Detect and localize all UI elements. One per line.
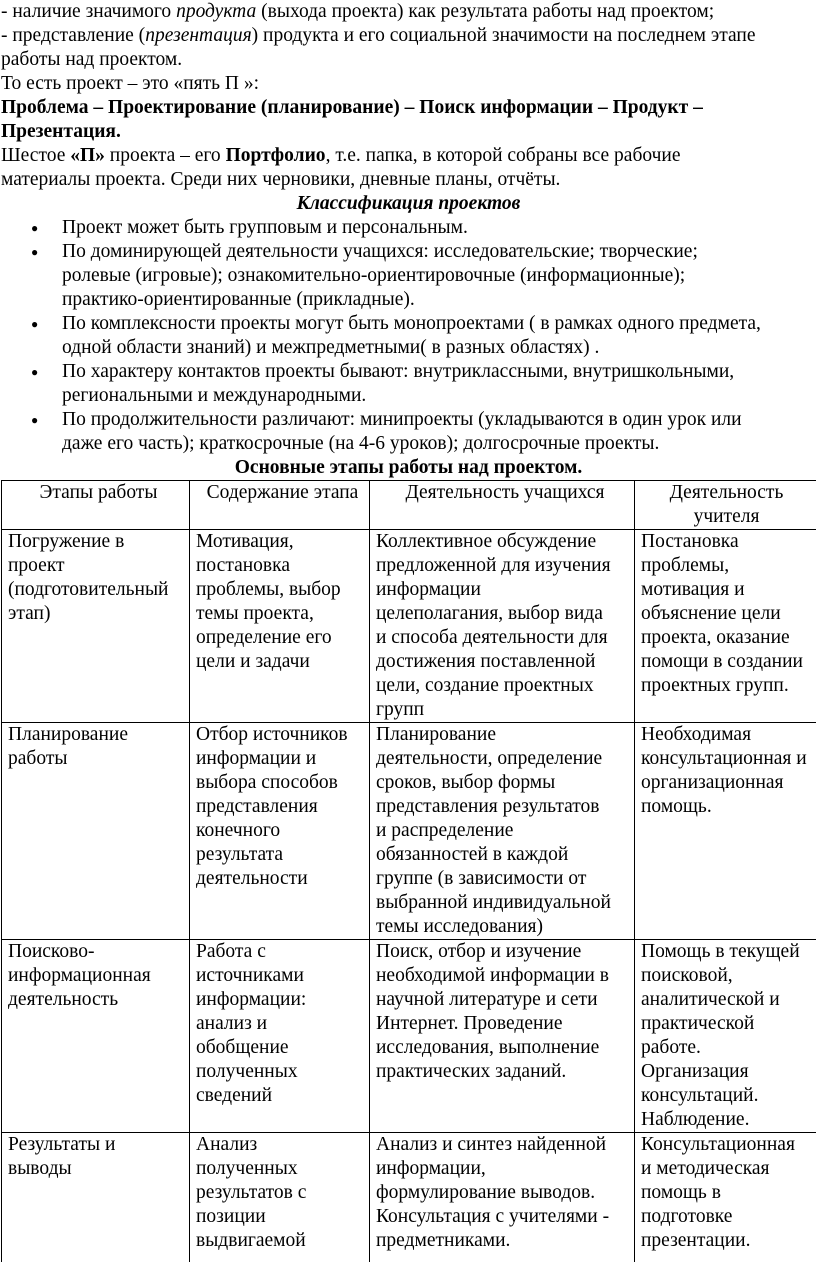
list-item-line: даже его часть); краткосрочные (на 4-6 уроков); долгосрочные проекты. — [62, 433, 660, 454]
line-five-p: То есть проект – это «пять П »: — [1, 73, 260, 94]
text-fragment: (выхода проекта) как результата работы над проектом; — [256, 1, 715, 22]
list-item-line: практико-ориентированные (прикладные). — [62, 289, 415, 310]
text-fragment: проекта – его — [104, 145, 226, 166]
cell-text: Планирование деятельности, определение сроков, выбор формы представления результатов и распределение обязанностей в каждой группе (в зависимости от выбранной индивидуальной темы исследования) — [376, 724, 611, 937]
table-cell — [635, 530, 816, 723]
text-fragment: - наличие значимого — [1, 1, 177, 22]
italic-term-presentation: презентация — [145, 25, 252, 46]
table-cell — [2, 940, 190, 1133]
text-fragment: ) продукта и его социальной значимости на последнем этапе — [251, 25, 756, 46]
list-item — [0, 312, 816, 360]
cell-text: Коллективное обсуждение предложенной для изучения информации целеполагания, выбор вида и способа деятельности для достижения поставленной цели, создание проектных групп — [376, 531, 611, 720]
five-p-list: Проблема – Проектирование (планирование) – Поиск информации – Продукт – — [1, 97, 703, 118]
cell-text: Результаты и выводы — [8, 1134, 116, 1179]
cell-text: Поиск, отбор и изучение необходимой информации в научной литературе и сети Интернет. Проведение исследования, выполнение практических заданий. — [376, 941, 609, 1082]
cell-text: Планирование работы — [8, 724, 128, 769]
header-label: Деятельность учащихся — [405, 482, 605, 503]
table-row — [2, 1133, 816, 1262]
header-cell-teacher — [635, 481, 816, 530]
cell-text: Поисково- информационная деятельность — [8, 941, 151, 1010]
italic-term-product: продукта — [176, 1, 257, 22]
header-label: Содержание этапа — [206, 482, 359, 503]
table-cell — [190, 723, 370, 940]
table-cell — [635, 940, 816, 1133]
table-cell — [190, 1133, 370, 1262]
list-item — [0, 360, 816, 408]
cell-text: Помощь в текущей поисковой, аналитической и практической работе. Организация консультаций. Наблюдение. — [641, 941, 800, 1130]
header-cell-stages — [2, 481, 190, 530]
list-item — [0, 216, 816, 240]
cell-text: Погружение в проект (подготовительный этап) — [8, 531, 169, 624]
cell-text: Работа с источниками информации: анализ и обобщение полученных сведений — [196, 941, 307, 1106]
classification-list — [0, 216, 816, 456]
cell-text: Мотивация, постановка проблемы, выбор темы проекта, определение его цели и задачи — [196, 531, 341, 672]
table-row — [2, 530, 816, 723]
header-label: Этапы работы — [39, 482, 158, 503]
table-cell — [2, 723, 190, 940]
table-row — [2, 723, 816, 940]
text-fragment: - представление ( — [1, 25, 146, 46]
table-cell — [190, 940, 370, 1133]
list-item-line: ролевые (игровые); ознакомительно-ориентировочные (информационные); — [62, 265, 686, 286]
line-presentation — [0, 24, 816, 48]
list-item-line: По доминирующей деятельности учащихся: исследовательские; творческие; — [62, 241, 698, 262]
cell-text: Отбор источников информации и выбора способов представления конечного результата деятельности — [196, 724, 348, 889]
line-portfolio — [0, 144, 816, 168]
header-label: Деятельность учителя — [669, 482, 784, 527]
header-cell-students — [370, 481, 635, 530]
table-cell — [2, 1133, 190, 1262]
list-item — [0, 240, 816, 312]
bullet-icon: ● — [31, 245, 39, 259]
text-fragment: Шестое — [1, 145, 71, 166]
cell-text: Консультационная и методическая помощь в подготовке презентации. — [641, 1134, 795, 1251]
bold-term-p: «П» — [70, 145, 105, 166]
list-item-line: По продолжительности различают: минипроекты (укладываются в один урок или — [62, 409, 742, 430]
list-item-line: региональными и международными. — [62, 385, 367, 406]
cell-text: Необходимая консультационная и организационная помощь. — [641, 724, 807, 817]
table-cell — [635, 723, 816, 940]
list-item — [0, 408, 816, 456]
table-cell — [370, 940, 635, 1133]
bold-term-portfolio: Портфолио — [225, 145, 326, 166]
table-cell — [370, 530, 635, 723]
list-item-line: По характеру контактов проекты бывают: внутриклассными, внутришкольными, — [62, 361, 735, 382]
bullet-icon: ● — [31, 365, 39, 379]
line-product — [0, 0, 816, 24]
cell-text: Анализ полученных результатов с позиции выдвигаемой — [196, 1134, 307, 1251]
text-fragment: , т.е. папка, в которой собраны все рабочие — [325, 145, 681, 166]
list-item-line: По комплексности проекты могут быть монопроектами ( в рамках одного предмета, — [62, 313, 761, 334]
bullet-icon: ● — [31, 221, 39, 235]
table-row — [2, 940, 816, 1133]
bullet-icon: ● — [31, 317, 39, 331]
cell-text: Постановка проблемы, мотивация и объяснение цели проекта, оказание помощи в создании проектных групп. — [641, 531, 803, 696]
line-text: работы над проектом. — [1, 49, 183, 70]
stages-table — [1, 480, 816, 1262]
table-cell — [190, 530, 370, 723]
line-materials: материалы проекта. Среди них черновики, дневные планы, отчёты. — [1, 169, 561, 190]
table-header-row — [2, 481, 816, 530]
list-item-line: Проект может быть групповым и персональным. — [62, 217, 468, 238]
table-cell — [635, 1133, 816, 1262]
classification-title: Классификация проектов — [296, 193, 521, 214]
table-title: Основные этапы работы над проектом. — [234, 457, 583, 478]
bullet-icon: ● — [31, 413, 39, 427]
cell-text: Анализ и синтез найденной информации, формулирование выводов. Консультация с учителями - предметниками. — [376, 1134, 610, 1251]
classification-heading — [0, 192, 816, 216]
table-cell — [2, 530, 190, 723]
five-p-list-end: Презентация. — [1, 121, 121, 142]
list-item-line: одной области знаний) и межпредметными( в разных областях) . — [62, 337, 600, 358]
table-cell — [370, 723, 635, 940]
header-cell-content — [190, 481, 370, 530]
table-cell — [370, 1133, 635, 1262]
